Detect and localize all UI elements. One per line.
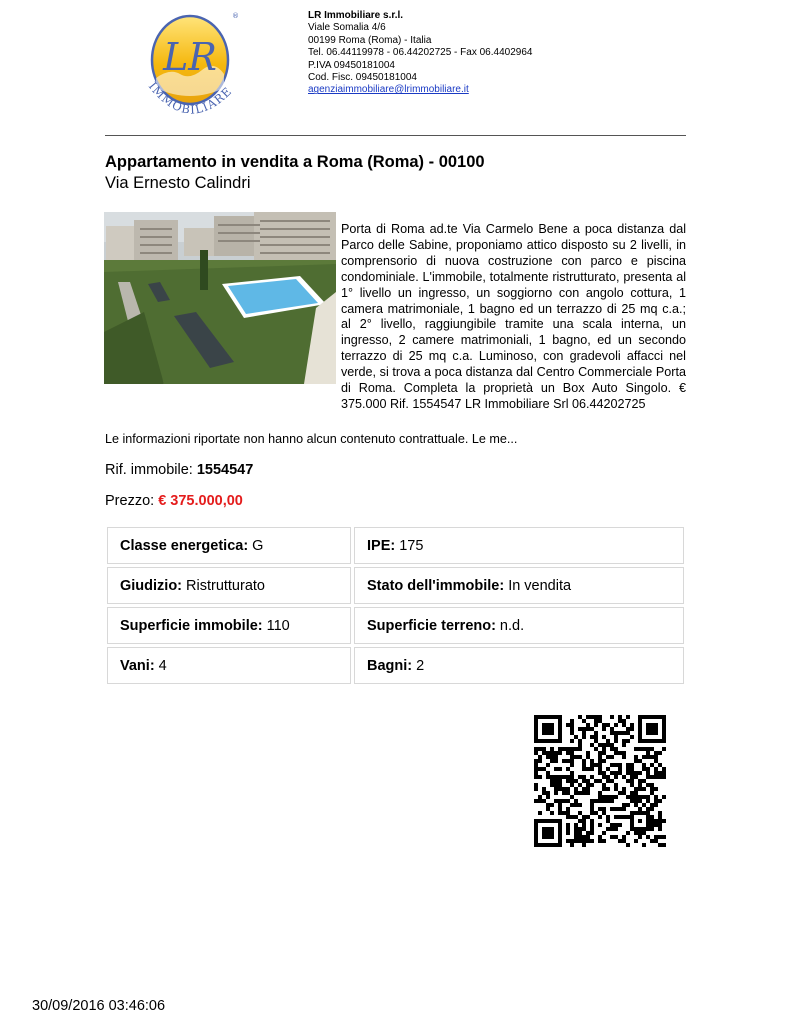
reference-row: [105, 462, 253, 478]
company-logo: [140, 8, 250, 133]
feature-cell-energy-class: [107, 527, 351, 564]
price-row: [105, 493, 243, 509]
feature-label: Bagni:: [367, 657, 413, 674]
company-phones: Tel. 06.44119978 - 06.44202725 - Fax 06.4402964: [308, 47, 533, 59]
property-photo: [104, 212, 336, 384]
feature-cell-ipe: [354, 527, 684, 564]
company-piva: P.IVA 09450181004: [308, 59, 395, 71]
company-info: [308, 10, 532, 97]
feature-value: 110: [266, 617, 290, 634]
features-table: [107, 527, 684, 684]
feature-cell-land: [354, 607, 684, 644]
feature-label: Giudizio:: [120, 577, 183, 594]
feature-cell-status: [354, 567, 684, 604]
listing-description: Porta di Roma ad.te Via Carmelo Bene a poca distanza dal Parco delle Sabine, proponiamo attico disposto su 2 livelli, in comprensorio di nuova costruzione con parco e piscina condominiale. L'immobile, totalmente ristrutturato, presenta al 1° livello un ingresso, un soggiorno con angolo cottura, 1 camera matrimoniale, 1 bagno ed un terrazzo di 25 mq c.a.; al 2° livello, raggiungibile tramite una scala interna, un ingresso, 2 camere matrimoniali, 1 bagno, ed un secondo terrazzo di 25 mq c.a. Luminoso, con gradevoli affacci nel verde, si trova a poca distanza dal Centro Commerciale Porta di Roma. Completa la proprietà un Box Auto Singolo. € 375.000 Rif. 1554547 LR Immobiliare Srl 06.44202725: [341, 222, 686, 411]
company-address: Viale Somalia 4/6: [308, 22, 386, 34]
feature-label: Vani:: [120, 657, 155, 674]
logo-letters: LR: [163, 35, 217, 79]
price-value: € 375.000,00: [158, 493, 243, 509]
company-codfisc: Cod. Fisc. 09450181004: [308, 72, 417, 84]
feature-cell-surface: [107, 607, 351, 644]
reference-value: 1554547: [196, 462, 254, 478]
feature-value: 4: [158, 657, 167, 674]
company-city: 00199 Roma (Roma) - Italia: [308, 34, 432, 46]
qr-code: [534, 715, 666, 847]
listing-disclaimer: Le informazioni riportate non hanno alcun contenuto contrattuale. Le me...: [105, 432, 518, 446]
header-divider: [105, 135, 686, 136]
listing-street: Via Ernesto Calindri: [105, 174, 251, 192]
feature-value: 2: [416, 657, 425, 674]
logo-text: IMMOBILIARE: [145, 79, 235, 117]
feature-value: n.d.: [499, 617, 525, 634]
registered-mark: ®: [232, 12, 239, 20]
feature-label: IPE:: [367, 537, 396, 554]
reference-label: Rif. immobile:: [105, 462, 193, 478]
feature-value: In vendita: [508, 577, 572, 594]
feature-cell-bathrooms: [354, 647, 684, 684]
feature-value: G: [252, 537, 264, 554]
feature-cell-condition: [107, 567, 351, 604]
feature-label: Superficie immobile:: [120, 617, 263, 634]
company-email-link[interactable]: agenziaimmobiliare@lrimmobiliare.it: [308, 84, 469, 96]
feature-label: Superficie terreno:: [367, 617, 496, 634]
print-timestamp: 30/09/2016 03:46:06: [32, 998, 166, 1014]
listing-title: Appartamento in vendita a Roma (Roma) - 00100: [105, 153, 485, 171]
company-name: LR Immobiliare s.r.l.: [308, 10, 404, 21]
feature-value: 175: [399, 537, 424, 554]
feature-value: Ristrutturato: [186, 577, 265, 594]
feature-label: Stato dell'immobile:: [367, 577, 505, 594]
feature-label: Classe energetica:: [120, 537, 249, 554]
feature-cell-rooms: [107, 647, 351, 684]
price-label: Prezzo:: [105, 493, 155, 509]
